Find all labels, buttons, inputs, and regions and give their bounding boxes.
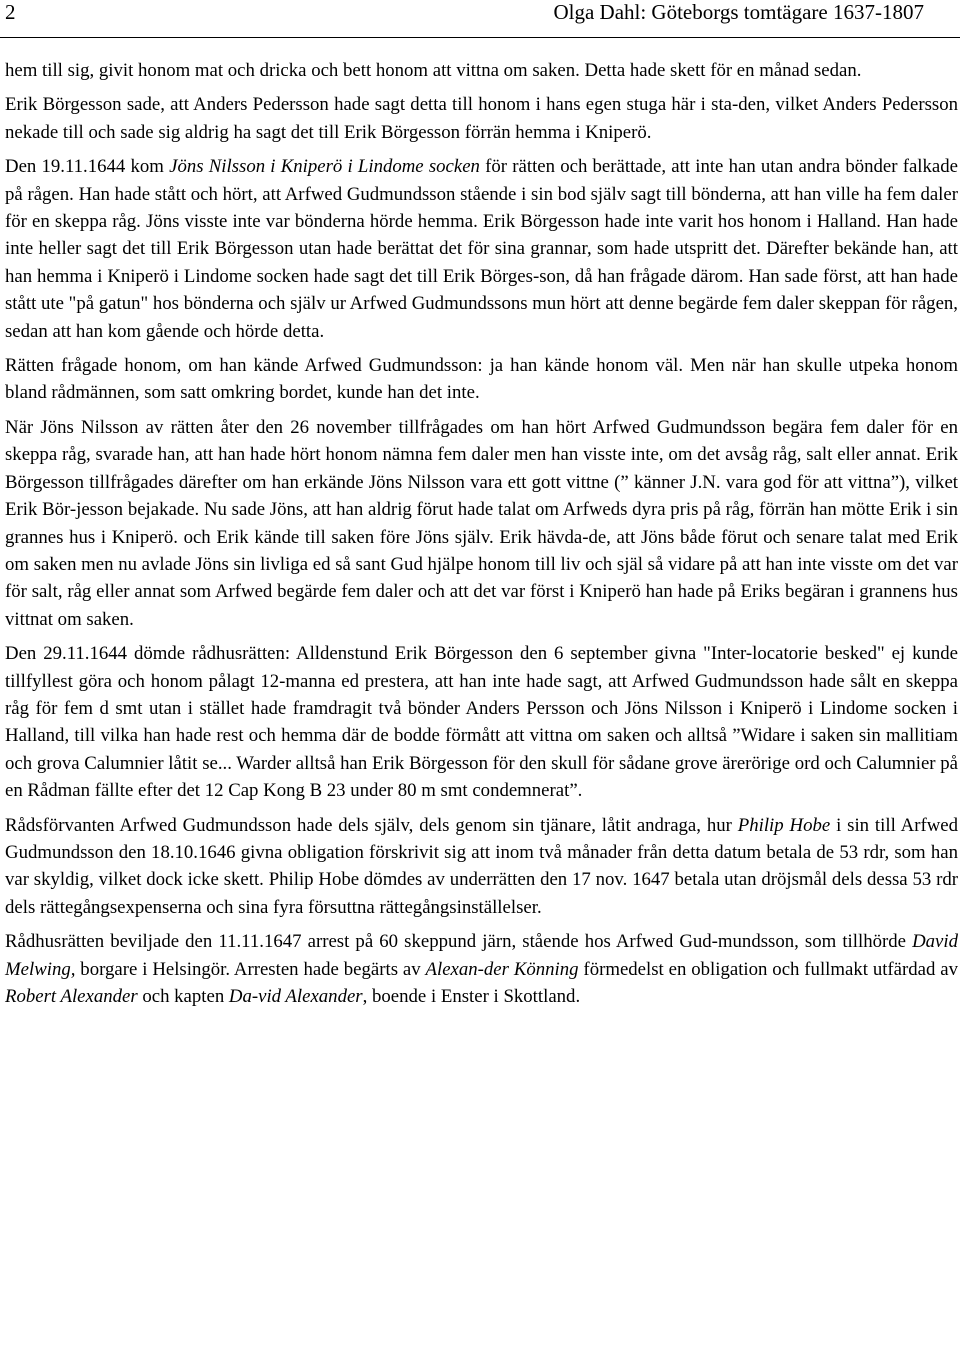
paragraph-text: Den 29.11.1644 dömde rådhusrätten: Alldenstund Erik Börgesson den 6 september givna "Inter-locatorie besked" ej kunde tillfyllest göra och honom pålagt 12-manna ed prestera, att han inte hade sagt, att Arfwed Gudmundsson hade sålt en skeppa råg för fem d smt utan i stället hade framdragit två bönder Anders Persson och Jöns Nilsson i Kniperö i Lindome socken i Halland, till vilka han hade rest och hemma där de bodde förmått att vittna om saken och alltså ”Widare i saken sin mallitiam och grova Calumnier låtit se... Warder alltså han Erik Börgesson för den skull för sådane grove ärerörige ord och Calumnier på en Rådman fällte efter det 12 Cap Kong B 23 under 80 m smt condemnerat”. — [5, 643, 958, 802]
paragraph-text: När Jöns Nilsson av rätten åter den 26 november tillfrågades om han hört Arfwed Gudmundsson begära fem daler för en skeppa råg, svarade han, att han hade hört honom nämna fem daler men han visste inte, om det avsåg råg, salt eller annat. Erik Börgesson tillfrågades därefter om han erkände Jöns Nilsson vara ett gott vittne (” känner J.N. vara god för att vittna”), vilket Erik Bör-jesson bejakade. Nu sade Jöns, att han aldrig förut hade talat om Arfweds dyra pris på råg, förrän han mötte Erik i sin grannes hus i Kniperö. och Erik kände till saken före Jöns själv. Erik hävda-de, att Jöns både förut och senare talat med Erik om saken men nu avlade Jöns sin livliga ed så sant Gud hjälpe honom till liv och själ så vidare på att han inte visste om det var för salt, råg eller annat som Arfwed begärde fem daler och att det var först i Kniperö han hade på Eriks begäran i grannens hus vittnat om saken. — [5, 416, 958, 630]
paragraph-text: Erik Börgesson sade, att Anders Pedersson hade sagt detta till honom i hans egen stuga här i sta-den, vilket Anders Pedersson nekade till och sade sig aldrig ha sagt det till Erik Börgesson förrän hemma i Kniperö. — [5, 94, 958, 143]
paragraph-text: Den 19.11.1644 kom — [5, 156, 170, 178]
body-text — [5, 57, 958, 1010]
person-name: Jöns Nilsson i Kniperö i Lindome socken — [169, 156, 480, 178]
paragraph-8 — [5, 928, 958, 1010]
person-name: Robert Alexander — [5, 986, 138, 1007]
paragraph-5 — [5, 414, 958, 633]
paragraph-text: Rådhusrätten beviljade den 11.11.1647 arrest på 60 skeppund järn, stående hos Arfwed Gud-mundsson, som tillhörde — [5, 931, 913, 953]
paragraph-7 — [5, 812, 958, 922]
paragraph-text: och kapten — [137, 986, 229, 1007]
page-number: 2 — [5, 0, 16, 24]
paragraph-1 — [5, 57, 958, 84]
paragraph-text: , boende i Enster i Skottland. — [362, 986, 581, 1007]
paragraph-3 — [5, 153, 958, 345]
person-name: Da-vid Alexander — [228, 986, 363, 1007]
running-title: Olga Dahl: Göteborgs tomtägare 1637-1807 — [553, 0, 924, 24]
person-name: Alexan-der Könning — [425, 958, 579, 980]
page-header — [0, 0, 960, 28]
person-name: David Melwing, — [5, 931, 958, 980]
paragraph-text: Rådsförvanten Arfwed Gudmundsson hade dels själv, dels genom sin tjänare, låtit andraga, hur — [5, 814, 738, 836]
paragraph-6 — [5, 640, 958, 804]
paragraph-text: hem till sig, givit honom mat och dricka och bett honom att vittna om saken. Detta hade skett för en månad sedan. — [5, 60, 862, 81]
paragraph-text: Rätten frågade honom, om han kände Arfwed Gudmundsson: ja han kände honom väl. Men när han skulle utpeka honom bland rådmännen, som satt omkring bordet, kunde han det inte. — [5, 355, 958, 404]
paragraph-text: förmedelst en obligation och fullmakt utfärdad av — [578, 958, 959, 980]
paragraph-4 — [5, 352, 958, 407]
paragraph-text: i sin till Arfwed Gudmundsson den 18.10.1646 givna obligation förskrivit sig att inom två månader från detta datum betala de 53 rdr, som han var skyldig, vilket dock icke skett. Philip Hobe dömdes av underrätten den 17 nov. 1647 betala utan dröjsmål dels dessa 53 rdr dels rättegångsexpenserna och sina fyra försuttna rättegångsinställelser. — [5, 814, 958, 918]
paragraph-text: borgare i Helsingör. Arresten hade begärts av — [75, 958, 426, 980]
paragraph-text: för rätten och berättade, att inte han utan andra bönder falkade på rågen. Han hade stått och hört, att Arfwed Gudmundsson stående i sin bod själv sagt till bönderna, att han ville ha fem daler för en skeppa råg. Jöns visste inte var bönderna hörde hemma. Erik Börgesson hade inte varit hos honom i Halland. Han hade inte heller sagt det till Erik Börgesson utan hade berättat det för sina grannar, som hade utspritt det. Därefter bekände han, att han hemma i Kniperö i Lindome socken hade sagt det till Erik Börges-son, då han frågade därom. Han sade först, att han hade stått ute "på gatun" hos bönderna och själv ur Arfwed Gudmundssons mun hört att denne begärde fem daler skeppan för rågen, sedan att han kom gående och hörde detta. — [5, 156, 958, 342]
person-name: Philip Hobe — [737, 814, 831, 836]
paragraph-2 — [5, 91, 958, 146]
header-rule — [0, 37, 960, 38]
